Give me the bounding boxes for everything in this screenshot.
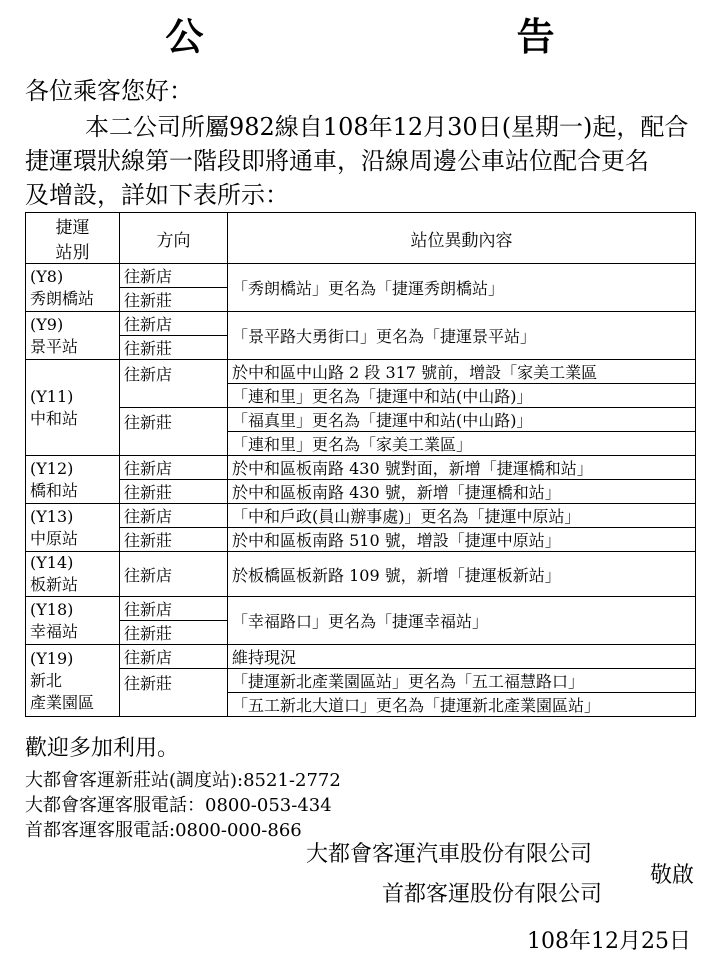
change-cell: 「福真里」更名為「捷運中和站(中山路)」 <box>228 408 696 432</box>
header-station-line1: 捷運 <box>55 218 90 238</box>
station-code: (Y19) <box>30 648 74 668</box>
station-cell <box>26 360 120 456</box>
table-row <box>26 552 696 597</box>
station-code: (Y9) <box>30 314 64 334</box>
table-row <box>26 597 696 621</box>
company-name-2: 首都客運股份有限公司 <box>382 882 603 907</box>
change-cell: 「連和里」更名為「捷運中和站(中山路)」 <box>228 384 696 408</box>
change-cell: 「連和里」更名為「家美工業區」 <box>228 432 696 456</box>
station-name: 中和站 <box>30 408 79 428</box>
table-row <box>26 504 696 528</box>
station-name: 板新站 <box>30 575 79 594</box>
contact-line: 大都會客運新莊站(調度站):8521-2772 <box>25 770 341 791</box>
contact-block <box>25 768 341 843</box>
station-code: (Y13) <box>30 506 74 526</box>
station-name: 景平站 <box>30 336 79 356</box>
header-station-line2: 站別 <box>55 243 90 263</box>
change-cell: 於中和區中山路 2 段 317 號前，增設「家美工業區 <box>228 360 696 384</box>
change-cell: 「五工新北大道口」更名為「捷運新北產業園區站」 <box>228 693 696 717</box>
header-content: 站位異動內容 <box>228 213 696 264</box>
direction-cell: 往新莊 <box>120 621 228 645</box>
greeting: 各位乘客您好： <box>25 77 193 105</box>
station-code: (Y12) <box>30 458 74 478</box>
station-name-line2: 產業園區 <box>30 692 95 712</box>
station-name: 中原站 <box>30 528 79 548</box>
intro-line-2: 捷運環狀線第一階段即將通車，沿線周邊公車站位配合更名 <box>25 147 649 175</box>
notice-date: 108年12月25日 <box>527 929 691 954</box>
change-cell: 於板橋區板新路 109 號，新增「捷運板新站」 <box>228 552 696 597</box>
table-row <box>26 645 696 669</box>
header-station <box>26 213 120 264</box>
station-cell <box>26 504 120 552</box>
direction-cell: 往新店 <box>120 264 228 288</box>
welcome-text: 歡迎多加利用。 <box>25 736 180 761</box>
intro-line-1: 本二公司所屬982線自108年12月30日(星期一)起，配合 <box>85 113 689 141</box>
intro-line-3: 及增設，詳如下表所示： <box>25 181 289 209</box>
table-header-row <box>26 213 696 264</box>
station-cell <box>26 312 120 360</box>
change-cell: 「景平路大勇街口」更名為「捷運景平站」 <box>228 312 696 360</box>
table-row <box>26 669 696 693</box>
station-cell <box>26 264 120 312</box>
direction-cell: 往新店 <box>120 312 228 336</box>
table-row <box>26 312 696 336</box>
change-cell: 「幸福路口」更名為「捷運幸福站」 <box>228 597 696 645</box>
change-cell: 於中和區板南路 510 號，增設「捷運中原站」 <box>228 528 696 552</box>
company-name-1: 大都會客運汽車股份有限公司 <box>306 842 593 867</box>
direction-cell: 往新莊 <box>120 528 228 552</box>
table-row <box>26 528 696 552</box>
station-code: (Y11) <box>30 386 74 406</box>
change-cell: 維持現況 <box>228 645 696 669</box>
station-cell <box>26 456 120 504</box>
station-cell <box>26 552 120 597</box>
direction-cell: 往新店 <box>120 552 228 597</box>
station-name: 橋和站 <box>30 480 79 500</box>
notice-title: 公 告 <box>165 15 705 59</box>
contact-line: 首都客運客服電話:0800-000-866 <box>25 820 302 841</box>
direction-cell: 往新店 <box>120 597 228 621</box>
direction-cell: 往新莊 <box>120 408 228 456</box>
table-row <box>26 360 696 384</box>
direction-cell: 往新莊 <box>120 480 228 504</box>
change-cell: 「秀朗橋站」更名為「捷運秀朗橋站」 <box>228 264 696 312</box>
header-direction: 方向 <box>120 213 228 264</box>
contact-line: 大都會客運客服電話：0800-053-434 <box>25 795 332 816</box>
direction-cell: 往新莊 <box>120 288 228 312</box>
table-row <box>26 480 696 504</box>
change-cell: 「捷運新北產業園區站」更名為「五工福慧路口」 <box>228 669 696 693</box>
station-code: (Y14) <box>30 553 74 572</box>
intro-paragraph <box>25 110 715 212</box>
table-row <box>26 408 696 432</box>
station-change-table <box>25 212 696 717</box>
station-cell <box>26 597 120 645</box>
direction-cell: 往新店 <box>120 360 228 408</box>
station-code: (Y18) <box>30 599 74 619</box>
station-name-line1: 新北 <box>30 670 63 690</box>
table-row <box>26 264 696 288</box>
direction-cell: 往新店 <box>120 504 228 528</box>
station-name: 幸福站 <box>30 621 79 641</box>
station-cell <box>26 645 120 717</box>
table-row <box>26 456 696 480</box>
direction-cell: 往新店 <box>120 456 228 480</box>
change-cell: 於中和區板南路 430 號對面，新增「捷運橋和站」 <box>228 456 696 480</box>
change-cell: 於中和區板南路 430 號，新增「捷運橋和站」 <box>228 480 696 504</box>
direction-cell: 往新莊 <box>120 669 228 717</box>
direction-cell: 往新莊 <box>120 336 228 360</box>
change-cell: 「中和戶政(員山辦事處)」更名為「捷運中原站」 <box>228 504 696 528</box>
respect-closing: 敬啟 <box>650 863 695 888</box>
direction-cell: 往新店 <box>120 645 228 669</box>
station-code: (Y8) <box>30 266 64 286</box>
station-name: 秀朗橋站 <box>30 288 95 308</box>
